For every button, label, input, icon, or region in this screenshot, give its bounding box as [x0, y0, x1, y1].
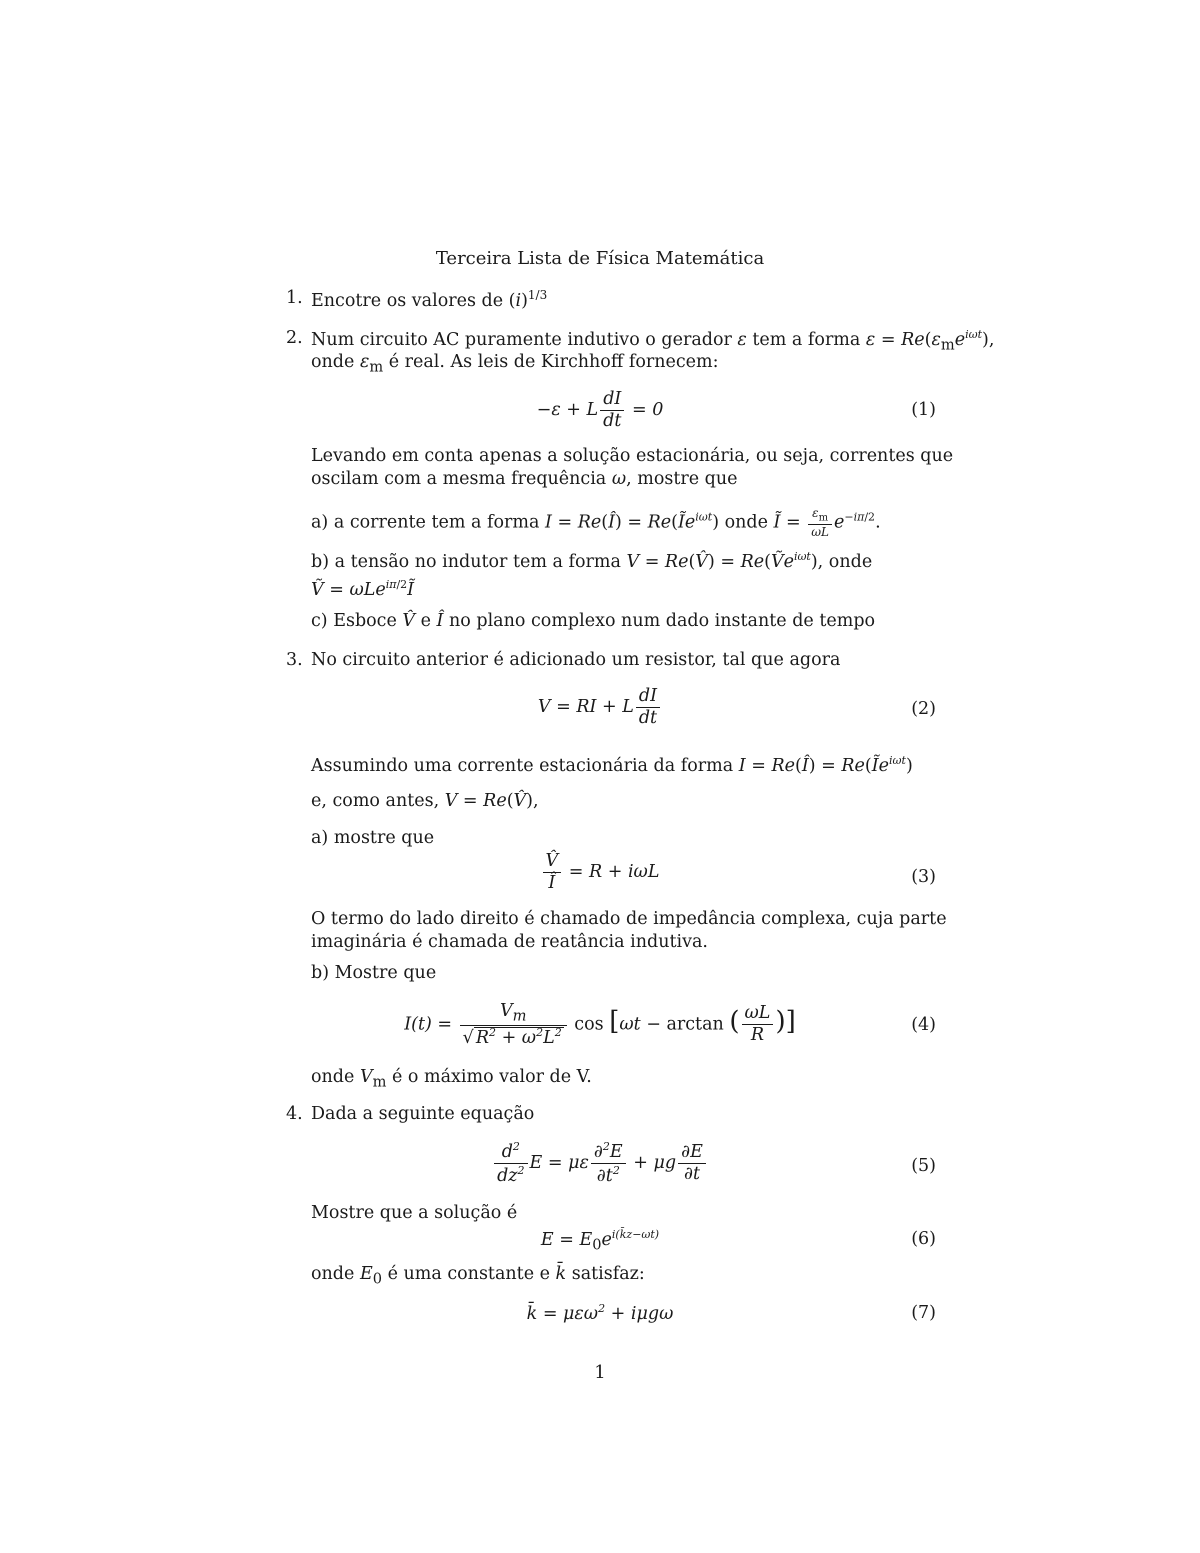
item-2-line-1: Num circuito AC puramente indutivo o gerador ε tem a forma $\varepsilon = Re(\varepsilon_me^{i\omega t})$,: [311, 328, 995, 354]
paragraph-2b: oscilam com a mesma frequência ω, mostre que: [311, 469, 738, 489]
paragraph-2a: Levando em conta apenas a solução estacionária, ou seja, correntes que: [311, 446, 954, 466]
item-2b-line-1: b) a tensão no indutor tem a forma V = Re(V̂) = Re(Ṽe$^{i\omega t}$), onde: [311, 550, 873, 572]
equation-2: V = RI + L $\frac{dI}{dt}$: [0, 686, 1200, 729]
equation-7: k̄ = μεω$^2$ + iμgω: [526, 1302, 674, 1324]
equation-label-4: (4): [911, 1015, 936, 1035]
equation-6: $E = E_0e^{i(k̄z-\omega t)}$: [540, 1228, 660, 1254]
equation-label-3: (3): [911, 867, 936, 887]
item-number-1: 1.: [286, 288, 303, 308]
equation-3: $\frac{V̂}{Î}$ = R + iωL: [0, 851, 1200, 894]
paragraph-3b: e, como antes, V = Re(V̂),: [311, 791, 539, 811]
item-2c: c) Esboce V̂ e Î no plano complexo num dado instante de tempo: [311, 611, 876, 631]
item-1-text: Encotre os valores de $(i)^{1/3}$: [311, 288, 548, 311]
equation-1: −ε + L $\frac{dI}{dt}$ = 0: [536, 389, 664, 431]
paragraph-4b: onde $E_0$ é uma constante e k̄ satisfaz:: [311, 1264, 645, 1288]
item-3b: b) Mostre que: [311, 963, 437, 983]
item-4-text: Dada a seguinte equação: [311, 1104, 535, 1124]
item-3-text: No circuito anterior é adicionado um resistor, tal que agora: [311, 650, 841, 670]
item-2a: a) a corrente tem a forma I = Re(Î) = $Re(Ĩe^{i\omega t})$ onde Ĩ = $\frac{\varepsilon_m}{\omega L}$ $e^{-i\pi/2}$.: [311, 506, 881, 540]
page-title: Terceira Lista de Física Matemática: [435, 248, 765, 269]
equation-label-1: (1): [911, 400, 936, 420]
equation-label-7: (7): [911, 1303, 936, 1323]
paragraph-3c-1: O termo do lado direito é chamado de impedância complexa, cuja parte: [311, 909, 947, 929]
item-number-3: 3.: [286, 650, 303, 670]
paragraph-3c-2: imaginária é chamada de reatância indutiva.: [311, 932, 708, 952]
equation-label-2: (2): [911, 699, 936, 719]
paragraph-4a: Mostre que a solução é: [311, 1203, 518, 1223]
page-number: 1: [594, 1362, 606, 1383]
equation-5: $\frac{d^2}{dz^2}$ E = με $\frac{\partial^2E}{\partial t^2}$ + μg $\frac{\partial E}{\partial t}$: [0, 1140, 1200, 1187]
equation-4: I(t) = $\frac{V_m}{√ R^2 + \omega^2L^2}$ cos [ωt − arctan ( $\frac{\omega L}{R}$ )]: [404, 1001, 796, 1048]
item-2b-line-2: Ṽ = ωLe$^{i\pi/2}$Ĩ: [311, 578, 415, 600]
item-number-4: 4.: [286, 1104, 303, 1124]
item-number-2: 2.: [286, 328, 303, 348]
item-2-line-2: onde $\varepsilon_m$ é real. As leis de Kirchhoff fornecem:: [311, 352, 719, 376]
equation-label-6: (6): [911, 1229, 936, 1249]
equation-label-5: (5): [911, 1156, 936, 1176]
paragraph-3a: Assumindo uma corrente estacionária da forma I = Re(Î) = $Re(Ĩe^{i\omega t})$: [311, 754, 913, 776]
paragraph-3d: onde $V_m$ é o máximo valor de V.: [311, 1067, 592, 1091]
item-3a: a) mostre que: [311, 828, 435, 848]
